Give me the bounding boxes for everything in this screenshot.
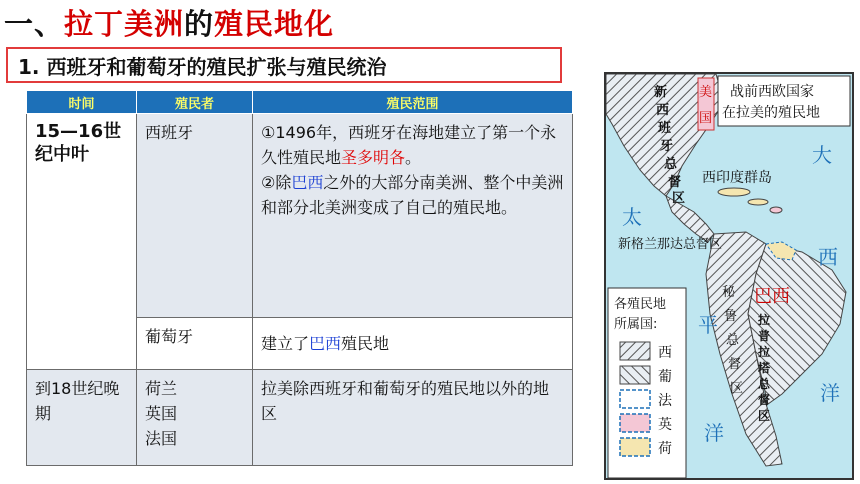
ocean-atlantic-yang: 洋 [820, 381, 840, 405]
scope-text: 殖民地 [341, 334, 390, 353]
colonizer-france: 法国 [145, 429, 178, 448]
era-15-16: 15—16世纪中叶 [35, 121, 122, 165]
scope-item-2 [261, 170, 564, 220]
svg-text:牙: 牙 [660, 139, 674, 154]
legend-label-portugal: 葡 [658, 369, 672, 385]
highlight-brazil: 巴西 [291, 173, 324, 192]
colonial-map [604, 72, 854, 480]
west-indies-label: 西印度群岛 [702, 170, 772, 186]
legend-swatch-france [620, 390, 650, 408]
legend-title-2: 所属国: [614, 317, 658, 332]
time-cell [27, 370, 137, 466]
colonizer-britain: 英国 [145, 404, 178, 423]
highlight-santo-domingo: 圣多明各 [341, 148, 406, 167]
table-header-row [27, 91, 573, 114]
ocean-atlantic-xi: 西 [818, 245, 838, 269]
caribbean-island [748, 199, 768, 205]
header-scope: 殖民范围 [253, 91, 573, 114]
title-prefix: 一、 [4, 7, 65, 41]
new-granada-label: 新格兰那达总督区 [618, 237, 723, 252]
title-main: 拉丁美洲 [64, 7, 185, 41]
ocean-pacific-ping: 平 [698, 313, 718, 337]
colonizer-portugal: 葡萄牙 [145, 327, 194, 346]
title-end: 殖民地化 [214, 7, 335, 41]
colonization-table [26, 90, 573, 466]
usa-label-2: 国 [699, 111, 713, 126]
svg-text:班: 班 [658, 121, 672, 136]
la-plata-label [757, 312, 771, 423]
ocean-atlantic-da: 大 [812, 143, 832, 167]
colonizer-netherlands: 荷兰 [145, 379, 178, 398]
header-colonizer: 殖民者 [137, 91, 253, 114]
legend-title-1: 各殖民地 [614, 297, 667, 312]
svg-text:秘: 秘 [722, 285, 736, 300]
scope-item-1 [261, 120, 564, 170]
svg-text:区: 区 [672, 191, 686, 206]
legend-label-spain: 西 [658, 345, 672, 361]
scope-text: 之外的大部分南美洲、整个中美洲和部分北美洲变成了自己的殖民地。 [261, 173, 564, 217]
ocean-pacific-tai: 太 [622, 205, 642, 229]
svg-text:西: 西 [656, 103, 670, 118]
svg-text:鲁: 鲁 [724, 309, 738, 324]
scope-cell [253, 114, 573, 318]
legend-swatch-netherlands [620, 438, 650, 456]
colonizer-spain: 西班牙 [145, 123, 194, 142]
colonizer-cell [137, 318, 253, 370]
scope-text: 拉美除西班牙和葡萄牙的殖民地以外的地区 [261, 379, 550, 423]
scope-text: ①1496年，西班牙在海地建立了第一个永久性殖民地 [261, 123, 557, 167]
svg-text:塔: 塔 [758, 361, 771, 375]
brazil-label: 巴西 [754, 286, 790, 307]
usa-label-1: 美 [699, 85, 713, 100]
svg-text:新: 新 [654, 85, 668, 100]
svg-text:拉: 拉 [758, 345, 771, 359]
map-title-line2: 在拉美的殖民地 [722, 105, 820, 121]
page-title [4, 2, 334, 42]
table-row [27, 370, 573, 466]
legend-label-netherlands: 荷 [658, 441, 672, 457]
scope-cell [253, 318, 573, 370]
caribbean-island [718, 188, 750, 196]
time-cell [27, 114, 137, 370]
caribbean-island [770, 207, 782, 213]
svg-text:总: 总 [664, 157, 678, 172]
header-time: 时间 [27, 91, 137, 114]
svg-text:督: 督 [668, 175, 682, 190]
legend-label-britain: 英 [658, 417, 672, 433]
svg-text:督: 督 [728, 357, 742, 372]
colonizer-cell [137, 114, 253, 318]
highlight-brazil: 巴西 [309, 334, 342, 353]
scope-text: ②除 [261, 173, 292, 192]
table-row [27, 114, 573, 318]
ocean-pacific-yang: 洋 [704, 421, 724, 445]
svg-text:区: 区 [758, 409, 771, 423]
scope-text: 。 [405, 148, 422, 167]
svg-text:拉: 拉 [758, 313, 771, 327]
scope-cell [253, 370, 573, 466]
section-subtitle: 1. 西班牙和葡萄牙的殖民扩张与殖民统治 [6, 47, 562, 83]
svg-text:总: 总 [726, 333, 740, 348]
svg-text:普: 普 [758, 329, 771, 343]
legend-swatch-portugal [620, 366, 650, 384]
legend-label-france: 法 [658, 393, 672, 409]
legend-swatch-britain [620, 414, 650, 432]
svg-text:区: 区 [730, 381, 744, 396]
title-connector: 的 [184, 7, 215, 41]
map-title-line1: 战前西欧国家 [730, 84, 814, 100]
legend-swatch-spain [620, 342, 650, 360]
era-18th: 到18世纪晚期 [35, 379, 120, 423]
svg-text:总: 总 [758, 377, 771, 391]
scope-text: 建立了 [261, 334, 310, 353]
colonizer-cell [137, 370, 253, 466]
map-canvas [606, 74, 852, 478]
svg-text:督: 督 [758, 393, 771, 407]
